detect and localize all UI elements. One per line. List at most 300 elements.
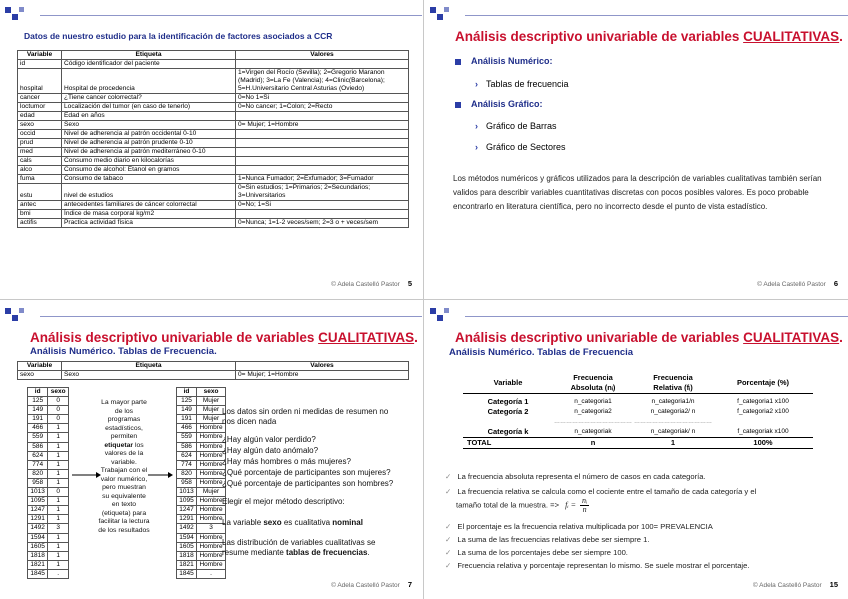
check-text: La suma de las frecuencias relativas debe ser siempre 1. [457, 535, 650, 544]
cell: f_categoria1 x100 [737, 398, 789, 405]
column-header [633, 373, 713, 394]
header-line: Relativa (fᵢ) [653, 383, 693, 392]
table-cell: Mujer [197, 397, 226, 406]
table-cell: 1 [48, 469, 69, 478]
check-icon: ✓ [445, 472, 452, 481]
title-underlined: CUALITATIVAS [743, 330, 840, 345]
formula-lhs: fᵢ = [565, 500, 577, 510]
slide-6 [425, 0, 848, 298]
logo-squares-icon [430, 308, 464, 322]
table-cell: 149 [28, 406, 48, 415]
table-cell: hospital [18, 69, 62, 94]
table-cell: Hombre [197, 424, 226, 433]
table-cell: Hombre [197, 442, 226, 451]
table-row [177, 569, 226, 578]
table-cell: Hombre [197, 551, 226, 560]
table-row [18, 175, 409, 184]
table-cell: Hombre [197, 515, 226, 524]
table-cell: 0 [48, 415, 69, 424]
check-text: La frecuencia relativa se calcula como el cociente entre el tamaño de cada categoría y el [457, 487, 757, 496]
table-row [28, 497, 69, 506]
title-underlined: CUALITATIVAS [743, 29, 840, 44]
table-cell: 1095 [28, 497, 48, 506]
table-cell: 1 [48, 451, 69, 460]
slide-footer [331, 279, 412, 288]
text-span: es cualitativa [281, 518, 333, 527]
column-header: sexo [48, 388, 69, 397]
labelled-data-body [177, 397, 226, 579]
formula-denominator: n [582, 505, 587, 514]
table-cell: 0 [48, 397, 69, 406]
square-bullet-icon [455, 59, 461, 65]
table-cell: 1845 [28, 569, 48, 578]
table-cell: med [18, 148, 62, 157]
table-row [28, 433, 69, 442]
table-cell: fuma [18, 175, 62, 184]
table-cell: 1 [48, 478, 69, 487]
table-cell: edad [18, 112, 62, 121]
note-text: los valores de la variable. Trabajan con el valor numérico, pero muestran su equivalente en texto (etiqueta) para facilitar la lectura de los resultados [98, 441, 150, 534]
bold-span: sexo [263, 518, 282, 527]
table-cell: Consumo de tabaco [62, 175, 236, 184]
slide-footer [757, 279, 838, 288]
table-row [177, 433, 226, 442]
question-line: ¿Qué porcentaje de participantes son hombres? [222, 479, 394, 488]
header-line: Frecuencia [573, 373, 613, 382]
table-header-row [28, 388, 69, 397]
table-row [18, 371, 409, 380]
logo-squares-icon [5, 308, 39, 322]
cell: 1 [670, 438, 676, 447]
question-line: ¿Hay algún dato anómalo? [222, 446, 319, 455]
author: © Adela Castelló Pastor [331, 582, 400, 589]
column-header: Variable [18, 362, 62, 371]
table-cell: 1 [48, 560, 69, 569]
table-cell [236, 130, 409, 139]
table-cell: Hombre [197, 542, 226, 551]
total-row [463, 438, 813, 449]
table-row [28, 506, 69, 515]
table-cell: Hombre [197, 560, 226, 569]
column-header: id [28, 388, 48, 397]
cell [713, 417, 813, 427]
table-row [28, 533, 69, 542]
column-header: Etiqueta [62, 51, 236, 60]
table-row [28, 569, 69, 578]
table-row [18, 60, 409, 69]
page-number: 15 [829, 580, 838, 589]
slide-15 [425, 301, 848, 599]
table-row [177, 524, 226, 533]
title-rule [465, 316, 848, 317]
table-cell: Nivel de adherencia al patrón occidental 0-10 [62, 130, 236, 139]
question-line: ¿Hay algún valor perdido? [222, 435, 316, 444]
table-cell: 125 [177, 397, 197, 406]
table-row [18, 121, 409, 130]
table-row [18, 112, 409, 121]
cell: f_categoria2 x100 [737, 408, 789, 415]
table-header-row [177, 388, 226, 397]
table-cell: 191 [28, 415, 48, 424]
table-cell: Índice de masa corporal kg/m2 [62, 210, 236, 219]
table-cell: Hombre [197, 433, 226, 442]
table-cell: 0=Nunca; 1=1-2 veces/sem; 2=3 o + veces/sem [236, 219, 409, 228]
coded-data-table [27, 387, 69, 579]
table-cell: 820 [28, 469, 48, 478]
table-cell: Código identificador del paciente [62, 60, 236, 69]
table-row [463, 394, 813, 408]
slide-footer [331, 580, 412, 589]
table-row [18, 219, 409, 228]
author: © Adela Castelló Pastor [757, 281, 826, 288]
bold-span: nominal [332, 518, 363, 527]
cell: sexo [18, 371, 62, 380]
table-row [177, 442, 226, 451]
check-item [445, 534, 825, 545]
table-cell: 774 [28, 460, 48, 469]
table-row [177, 478, 226, 487]
header-line: Absoluta (nᵢ) [570, 383, 616, 392]
table-row [177, 560, 226, 569]
title-text: Análisis descriptivo univariable de variables [455, 29, 744, 44]
table-cell: 958 [177, 478, 197, 487]
table-cell: 1 [48, 433, 69, 442]
table-row [28, 551, 69, 560]
title-period: . [414, 330, 418, 345]
title-rule [40, 316, 422, 317]
table-cell: 1013 [28, 488, 48, 497]
slide-title: Datos de nuestro estudio para la identificación de factores asociados a CCR [24, 31, 333, 41]
check-text: La frecuencia absoluta representa el número de casos en cada categoría. [457, 472, 706, 481]
table-cell: Edad en años [62, 112, 236, 121]
check-item-continuation [456, 497, 836, 514]
table-row [18, 130, 409, 139]
table-cell [236, 210, 409, 219]
text-span: La variable [222, 518, 264, 527]
sub-bullet [475, 79, 569, 89]
column-header: Etiqueta [62, 362, 236, 371]
cell: f_categoriak x100 [737, 428, 789, 435]
table-cell: 1095 [177, 497, 197, 506]
table-cell: Hospital de procedencia [62, 69, 236, 94]
table-cell [236, 112, 409, 121]
table-cell: . [48, 569, 69, 578]
table-row [18, 166, 409, 175]
table-cell: 586 [28, 442, 48, 451]
title-text: Análisis descriptivo univariable de variables [455, 330, 744, 345]
page-number: 6 [833, 279, 838, 288]
table-cell: 3 [48, 524, 69, 533]
check-text: El porcentaje es la frecuencia relativa multiplicada por 100= PREVALENCIA [457, 522, 713, 531]
table-cell: 1594 [28, 533, 48, 542]
table-cell [236, 148, 409, 157]
table-cell: 624 [177, 451, 197, 460]
check-item [445, 560, 825, 571]
title-rule [465, 15, 848, 16]
column-header: Variable [493, 378, 523, 387]
title-underlined: CUALITATIVAS [318, 330, 415, 345]
table-cell: 1247 [177, 506, 197, 515]
check-icon: ✓ [445, 548, 452, 557]
table-cell: Nivel de adherencia al patrón mediterráneo 0-10 [62, 148, 236, 157]
cell: n_categoriak [574, 428, 612, 435]
table-row [28, 442, 69, 451]
table-row [18, 184, 409, 201]
sub-bullet-label: Tablas de frecuencia [486, 79, 569, 89]
table-header-row [18, 51, 409, 60]
table-cell: 559 [177, 433, 197, 442]
text-line [222, 518, 363, 527]
table-cell: prud [18, 139, 62, 148]
slide-7 [0, 301, 422, 599]
table-cell: 586 [177, 442, 197, 451]
table-row [177, 506, 226, 515]
frequency-table-template [463, 373, 813, 449]
table-cell: 0= Mujer; 1=Hombre [236, 121, 409, 130]
cell: n_categoria2/ n [650, 408, 696, 415]
table-cell: Hombre [197, 497, 226, 506]
table-row [177, 542, 226, 551]
table-cell [236, 166, 409, 175]
table-cell: 1492 [28, 524, 48, 533]
cell [463, 417, 553, 427]
table-cell: 1=Virgen del Rocío (Sevilla); 2=Gregorio Maranon (Madrid); 3=La Fe (Valencia); 4=Clinic(Barcelona); 5=H.Universitario Central Asturias (Oviedo) [236, 69, 409, 94]
column-header: id [177, 388, 197, 397]
text-line: Elegir el mejor método descriptivo: [222, 497, 345, 506]
table-row [28, 460, 69, 469]
table-cell: 1291 [28, 515, 48, 524]
table-cell: Mujer [197, 406, 226, 415]
table-cell: Consumo de alcohol: Etanol en gramos [62, 166, 236, 175]
table-row [18, 157, 409, 166]
bold-span: tablas de frecuencias [286, 548, 368, 557]
table-cell: actifis [18, 219, 62, 228]
page-number: 5 [407, 279, 412, 288]
text-line: Los datos sin orden ni medidas de resumen no [222, 407, 389, 416]
coded-data-body [28, 397, 69, 579]
table-row [177, 469, 226, 478]
table-row [463, 427, 813, 438]
cell: Categoría k [487, 427, 529, 436]
table-row [28, 469, 69, 478]
column-header: Variable [18, 51, 62, 60]
page-number: 7 [407, 580, 412, 589]
table-row [463, 407, 813, 417]
table-cell: 1013 [177, 488, 197, 497]
table-cell: id [18, 60, 62, 69]
table-row [18, 148, 409, 157]
table-cell: 1 [48, 442, 69, 451]
table-cell: 774 [177, 460, 197, 469]
column-header: sexo [197, 388, 226, 397]
table-cell [236, 60, 409, 69]
table-cell: nivel de estudios [62, 184, 236, 201]
table-cell: 1 [48, 542, 69, 551]
question-line: ¿Qué porcentaje de participantes son mujeres? [222, 468, 391, 477]
column-header: Valores [236, 51, 409, 60]
table-cell [236, 157, 409, 166]
slide-title [455, 330, 843, 345]
arrow-bullet-icon: › [475, 121, 478, 131]
table-row [28, 515, 69, 524]
bullet-numeric [455, 56, 553, 66]
cell: Categoría 2 [487, 407, 529, 416]
cell: n_categoria2 [574, 408, 612, 415]
table-row [18, 201, 409, 210]
table-cell: 191 [177, 415, 197, 424]
table-row [28, 451, 69, 460]
check-text: Frecuencia relativa y porcentaje representan lo mismo. Se suele mostrar el porcentaje. [457, 561, 750, 570]
sub-bullet-label: Gráfico de Sectores [486, 142, 566, 152]
table-cell: Hombre [197, 451, 226, 460]
table-cell: 624 [28, 451, 48, 460]
check-item [445, 486, 825, 497]
table-row [177, 551, 226, 560]
slide-subtitle: Análisis Numérico. Tablas de Frecuencia [449, 347, 634, 358]
table-cell: 1818 [28, 551, 48, 560]
title-rule [40, 15, 422, 16]
cell: Categoría 1 [487, 397, 529, 406]
table-cell: 1 [48, 515, 69, 524]
cell: n_categoriak/ n [650, 428, 696, 435]
table-row [463, 417, 813, 427]
table-cell: 1 [48, 533, 69, 542]
formula-numerator: nᵢ [582, 496, 588, 505]
table-row [18, 139, 409, 148]
check-text: tamaño total de la muestra. => [456, 500, 559, 510]
table-cell: 1 [48, 506, 69, 515]
table-cell: 1 [48, 424, 69, 433]
header-line: Frecuencia [653, 373, 693, 382]
table-cell: cancer [18, 94, 62, 103]
table-cell: 0=No; 1=Si [236, 201, 409, 210]
table-cell: 149 [177, 406, 197, 415]
title-text: Análisis descriptivo univariable de variables [30, 330, 319, 345]
sexo-variable-table [17, 361, 409, 380]
table-cell: sexo [18, 121, 62, 130]
slide-subtitle: Análisis Numérico. Tablas de Frecuencia. [30, 346, 217, 357]
table-cell: Consumo medio diario en kilocalorías [62, 157, 236, 166]
author: © Adela Castelló Pastor [752, 582, 822, 589]
table-cell: Hombre [197, 478, 226, 487]
cell: n [590, 438, 596, 447]
table-cell: antecedentes familiares de cáncer colorrectal [62, 201, 236, 210]
table-row [28, 524, 69, 533]
sub-bullet [475, 121, 557, 131]
table-cell: Hombre [197, 533, 226, 542]
bullet-label: Análisis Gráfico: [471, 99, 543, 109]
note-bold: etiquetar [104, 441, 134, 449]
table-header-row [463, 373, 813, 394]
arrow-bullet-icon: › [475, 142, 478, 152]
table-cell: Hombre [197, 460, 226, 469]
table-cell: 559 [28, 433, 48, 442]
slide-title [455, 29, 843, 44]
arrow-bullet-icon: › [475, 79, 478, 89]
table-row [177, 451, 226, 460]
cell: n_categoria1/n [651, 398, 695, 405]
table-cell: Sexo [62, 121, 236, 130]
table-cell: loctumor [18, 103, 62, 112]
table-cell: occid [18, 130, 62, 139]
slide-title [30, 330, 418, 345]
table-cell: 1821 [177, 560, 197, 569]
title-period: . [839, 29, 843, 44]
table-cell: Hombre [197, 469, 226, 478]
check-item [445, 521, 825, 532]
table-cell: 466 [177, 424, 197, 433]
table-row [177, 533, 226, 542]
check-item [445, 471, 825, 482]
variables-table [17, 50, 409, 228]
text-line: Las distribución de variables cualitativas se [222, 538, 376, 547]
author: © Adela Castelló Pastor [331, 281, 400, 288]
square-bullet-icon [455, 102, 461, 108]
table-cell: Nivel de adherencia al patrón prudente 0-10 [62, 139, 236, 148]
table-row [177, 415, 226, 424]
table-cell: Localización del tumor (en caso de tenerlo) [62, 103, 236, 112]
table-cell: 0=No cancer; 1=Colon; 2=Recto [236, 103, 409, 112]
table-cell: Hombre [197, 506, 226, 515]
table-cell: 958 [28, 478, 48, 487]
cell: n_categoria1 [574, 398, 612, 405]
text-line: nos dicen nada [222, 417, 277, 426]
check-icon: ✓ [445, 487, 452, 496]
table-cell [236, 139, 409, 148]
cell: 100% [753, 438, 773, 447]
table-row [177, 397, 226, 406]
table-row [18, 94, 409, 103]
labelling-note [98, 399, 150, 535]
table-cell: 1 [48, 551, 69, 560]
check-icon: ✓ [445, 535, 452, 544]
cell: Sexo [62, 371, 236, 380]
table-row [28, 542, 69, 551]
table-row [28, 478, 69, 487]
check-icon: ✓ [445, 522, 452, 531]
table-cell: 1492 [177, 524, 197, 533]
table-cell: 1821 [28, 560, 48, 569]
check-item [445, 547, 825, 558]
table-cell: 0 [48, 488, 69, 497]
table-cell: bmi [18, 210, 62, 219]
bullet-label: Análisis Numérico: [471, 56, 553, 66]
text-span: . [367, 548, 370, 557]
table-row [18, 69, 409, 94]
variables-table-body [18, 60, 409, 228]
table-cell: Mujer [197, 488, 226, 497]
table-cell: 1845 [177, 569, 197, 578]
table-cell: . [197, 569, 226, 578]
table-cell: 3 [197, 524, 226, 533]
table-cell: cals [18, 157, 62, 166]
table-cell: 1=Nunca Fumador; 2=Exfumador; 3=Fumador [236, 175, 409, 184]
formula-fraction [580, 497, 589, 514]
table-cell: estu [18, 184, 62, 201]
cell: ………………………………… [634, 419, 712, 425]
table-cell: ¿Tiene cancer colorrectal? [62, 94, 236, 103]
bullet-graphic [455, 99, 543, 109]
table-cell: 1291 [177, 515, 197, 524]
table-row [28, 488, 69, 497]
table-cell: Practica actividad física [62, 219, 236, 228]
vertical-separator [423, 0, 424, 599]
check-icon: ✓ [445, 561, 452, 570]
sub-bullet [475, 142, 566, 152]
table-row [177, 460, 226, 469]
table-row [177, 497, 226, 506]
table-cell: 466 [28, 424, 48, 433]
